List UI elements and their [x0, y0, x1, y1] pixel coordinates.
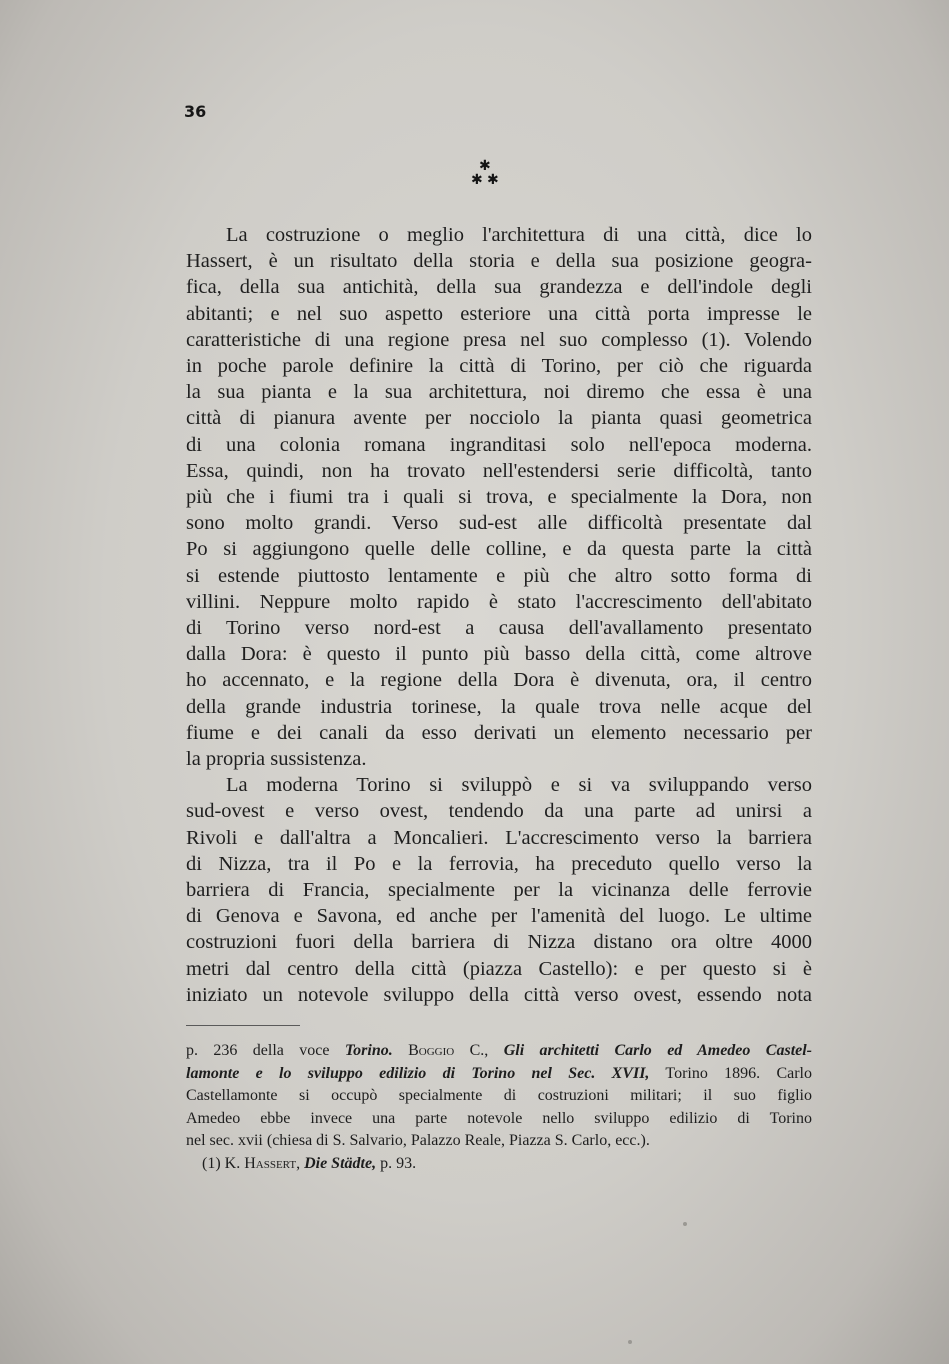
- text-line: caratteristiche di una regione presa nel suo complesso (1). Volendo: [186, 328, 812, 351]
- footnote-line: [186, 1040, 812, 1063]
- footnote-line: Amedeo ebbe invece una parte notevole nello sviluppo edilizio di Torino: [186, 1109, 812, 1127]
- text-line: Hassert, è un risultato della storia e della sua posizione geogra-: [186, 250, 812, 273]
- footnote-text: Torino 1896. Carlo: [649, 1064, 812, 1082]
- footnote-line: [186, 1153, 812, 1176]
- text-line: iniziato un notevole sviluppo della città verso ovest, essendo nota: [186, 983, 812, 1006]
- body-text: [186, 222, 812, 1008]
- text-line: sud-ovest e verso ovest, tendendo da una parte ad unirsi a: [186, 800, 812, 823]
- footnotes: [186, 1040, 812, 1175]
- footnote-author: Boggio: [408, 1042, 455, 1059]
- asterisk-icon: ✱: [487, 172, 499, 188]
- text-line: dalla Dora: è questo il punto più basso della città, come altrove: [186, 643, 812, 666]
- footnote-line: Castellamonte si occupò specialmente di costruzioni militari; il suo figlio: [186, 1087, 812, 1104]
- text-line: la propria sussistenza.: [186, 748, 367, 771]
- text-line: La costruzione o meglio l'architettura di una città, dice lo: [226, 224, 812, 246]
- footnote-title: Gli architetti Carlo ed Amedeo Castel-: [503, 1042, 813, 1059]
- text-line: più che i fiumi tra i quali si trova, e specialmente la Dora, non: [186, 486, 812, 509]
- footnote-author: Hassert,: [244, 1154, 301, 1172]
- text-line: di una colonia romana ingranditasi solo nell'epoca moderna.: [186, 433, 812, 456]
- text-line: villini. Neppure molto rapido è stato l'accrescimento dell'abitato: [186, 590, 812, 613]
- footnote-text: C.,: [454, 1042, 504, 1059]
- text-line: abitanti; e nel suo aspetto esteriore una città porta impresse le: [186, 302, 812, 325]
- text-line: ho accennato, e la regione della Dora è divenuta, ora, il centro: [186, 669, 812, 692]
- asterisk-icon: ✱: [471, 172, 483, 188]
- text-line: della grande industria torinese, la quale trova nelle acque del: [186, 695, 812, 718]
- text-line: si estende piuttosto lentamente e più che altro sotto forma di: [186, 564, 812, 587]
- footnote-line: [186, 1063, 812, 1086]
- text-line: barriera di Francia, specialmente per la vicinanza delle ferrovie: [186, 879, 812, 902]
- text-line: Essa, quindi, non ha trovato nell'estendersi serie difficoltà, tanto: [186, 459, 812, 482]
- footnote-text: p. 236 della voce: [186, 1042, 345, 1059]
- text-line: di Torino verso nord-est a causa dell'avallamento presentato: [186, 617, 812, 640]
- text-line: sono molto grandi. Verso sud-est alle difficoltà presentate dal: [186, 512, 812, 535]
- paragraph-2: [186, 772, 812, 1008]
- footnote-italic: Torino.: [344, 1042, 393, 1059]
- text-line: in poche parole definire la città di Torino, per ciò che riguarda: [186, 355, 812, 378]
- text-line: Po si aggiungono quelle delle colline, e da questa parte la città: [186, 538, 812, 561]
- footnote-divider: [186, 1025, 300, 1026]
- paragraph-1: [186, 222, 812, 772]
- text-line: Rivoli e dall'altra a Moncalieri. L'accrescimento verso la barriera: [186, 826, 812, 849]
- page-number: 36: [184, 102, 207, 121]
- text-line: la sua pianta e la sua architettura, noi diremo che essa è una: [186, 381, 812, 404]
- text-line: fica, della sua antichità, della sua grandezza e dell'indole degli: [186, 276, 812, 299]
- footnote-mark: (1) K.: [202, 1154, 245, 1172]
- footnote-text: p. 93.: [376, 1154, 417, 1172]
- asterisk-icon: ✱: [479, 158, 491, 174]
- footnote-title: Die Städte,: [304, 1154, 377, 1172]
- text-line: città di pianura avente per nocciolo la pianta quasi geometrica: [186, 407, 812, 430]
- text-line: di Nizza, tra il Po e la ferrovia, ha preceduto quello verso la: [186, 852, 812, 875]
- text-line: di Genova e Savona, ed anche per l'amenità del luogo. Le ultime: [186, 905, 812, 928]
- text-line: fiume e dei canali da esso derivati un elemento necessario per: [186, 721, 812, 744]
- footnote-title: lamonte e lo sviluppo edilizio di Torino nel Sec. XVII,: [186, 1064, 650, 1082]
- text-line: metri dal centro della città (piazza Castello): e per questo si è: [186, 957, 812, 980]
- section-separator-asterism: [470, 158, 500, 188]
- text-line: La moderna Torino si sviluppò e si va sviluppando verso: [226, 774, 812, 797]
- scan-speck: [683, 1222, 687, 1226]
- footnote-line: nel sec. xvii (chiesa di S. Salvario, Palazzo Reale, Piazza S. Carlo, ecc.).: [186, 1132, 650, 1149]
- scan-speck: [628, 1340, 632, 1344]
- text-line: costruzioni fuori della barriera di Nizza distano ora oltre 4000: [186, 931, 812, 954]
